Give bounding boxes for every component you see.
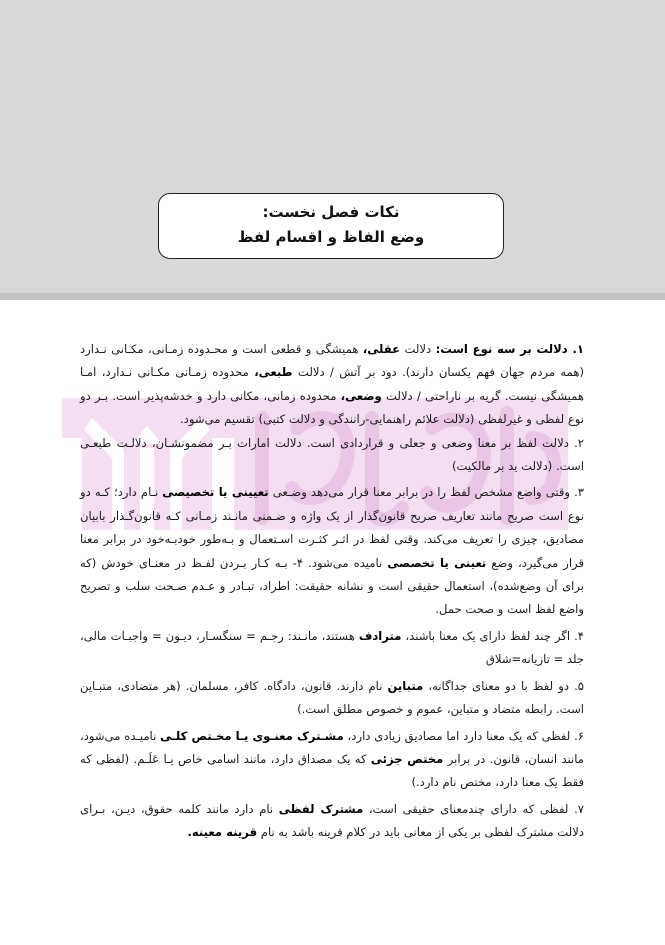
- note-text: هستند، مانـند: رجـم = سنگسـار، دیـون = واجبـات مالی، جلد = تازیانه=شلاق: [80, 628, 584, 667]
- note-text: ۲. دلالت لفظ بر معنا وضعی و جعلی و قراردادی است. دلالت امارات بـر مضمونشـان، دلالـت طبعـی است. (دلالت ید بر مالکیت): [80, 435, 584, 474]
- term-vazi: وضعی،: [340, 388, 382, 403]
- note-paragraph-7: [80, 798, 584, 845]
- chapter-subtitle: وضع الفاظ و اقسام لفظ: [237, 228, 425, 246]
- note-text: ۵. دو لفظ با دو معنای جداگانه،: [423, 678, 584, 693]
- note-paragraph-2: [80, 432, 584, 479]
- term-tabi: طبعی،: [254, 365, 293, 380]
- note-text: نام دارد مانند کلمه حقوق، دیـن، بـرای دلالت مشترک لفظی بر یکی از معانی باید در کلام قرینه باشد به نام: [80, 801, 584, 840]
- term-aqli: عقلی،: [362, 342, 401, 356]
- chapter-title: نکات فصل نخست:: [262, 203, 400, 221]
- note-text: دلالت: [400, 342, 436, 356]
- note-1-heading: ۱. دلالت بر سه نوع است:: [435, 342, 584, 356]
- note-text: همیشگی و قطعی است و محـدوده زمـانی، مکـانی نـدارد (همه مردم جهان فهم یکسان دارند). دود بر آتش / دلالت: [80, 342, 584, 380]
- term-qarine-moayyene: قرینه معینه.: [187, 825, 258, 840]
- note-text: ۳. وقتی واضع مشخص لفظ را در برابر معنا قرار می‌دهد وضـعی: [268, 485, 584, 500]
- note-text: محدوده زمـانی مکـانی نـدارد، امـا همیشگی نیست. گریه بر ناراحتی / دلالت: [80, 365, 584, 403]
- note-text: نام دارند. قانون، دادگاه. کافر، مسلمان. (هر متضادی، متبـاین است. رابطه متضاد و متباین، عموم و خصوص مطلق است.): [80, 678, 584, 717]
- term-moshtarak-manavi: مشـترک معنـوی یـا مخـتص کلـی: [160, 728, 344, 743]
- note-text: محدوده زمانی، مکانی دارد و خدشه‌پذیر است. بـر دو نوع لفظی و غیرلفظی (دلالت علائم راهنمایی-رانندگی و دلالت کتبی) تقسیم می‌شود.: [80, 388, 584, 427]
- note-paragraph-6: [80, 725, 584, 795]
- note-text: نامیـده می‌شود، مانند انسان، قانون. در برابر: [80, 728, 585, 766]
- term-mokhtas-jozi: مختص جزئی: [370, 751, 444, 766]
- term-tayini: تعیینی یا تخصیصی: [162, 485, 269, 500]
- note-text: ۷. لفظی که دارای چندمعنای حقیقی است،: [363, 801, 584, 816]
- note-text: نامیده می‌شود. ۴- بـه کـار بـردن لفـظ در معنـای خودش (که برای آن وضع‌شده)، استعمال حقیقی است و نشانه حقیقت: اطراد، تبـادر و عـدم صـحت سلب و تصریح واضع لفظ است و صحت حمل.: [80, 555, 584, 617]
- header-divider: [0, 293, 665, 300]
- note-text: که یک مصداق دارد، مانند اسامی خاص یـا عَلَـم. (لفظی که فقط یک معنا دارد، مختص نام دارد.): [80, 751, 584, 790]
- note-paragraph-1: [80, 338, 584, 432]
- term-moshtarak-lafzi: مشترک لفظی: [278, 801, 364, 816]
- note-text: نـام دارد؛ کـه دو نوع است صریح مانند تعاریف صریح قانون‌گذار از یک واژه و ضـمنی مانـند زمـانی کـه قانون‌گـذار بابیان مصادیق، چیزی را تعریف می‌کند. وقتی لفظ در اثـر کثـرت اسـتعمال و بـه‌طور خودبـه‌خود در برابر معنا قرار می‌گیرد، وضع: [80, 485, 584, 570]
- note-text: ۶. لفظی که یک معنا دارد اما مصادیق زیادی دارد،: [343, 728, 584, 743]
- term-motabayen: متباین: [387, 678, 424, 693]
- note-text: ۴. اگر چند لفظ دارای یک معنا باشند،: [401, 628, 584, 643]
- chapter-notes: [80, 338, 584, 845]
- term-moradef: مترادف: [358, 628, 402, 643]
- note-paragraph-5: [80, 675, 584, 722]
- chapter-title-box: [158, 193, 504, 259]
- note-paragraph-3: [80, 481, 584, 621]
- note-paragraph-4: [80, 625, 584, 672]
- term-tayyoni: تعینی یا تخصصی: [387, 555, 487, 570]
